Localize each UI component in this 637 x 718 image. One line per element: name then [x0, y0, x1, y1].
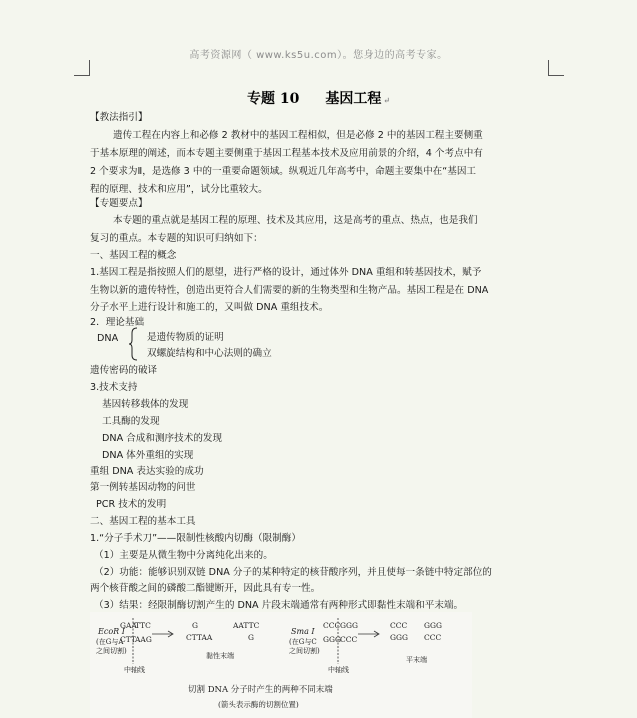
section-heading-tools: 二、基因工程的基本工具 [90, 516, 196, 527]
page-title [0, 88, 637, 108]
body-line: 两个核苷酸之间的磷酸二酯键断开，因此具有专一性。 [90, 583, 321, 594]
tech-item: 第一例转基因动物的问世 [90, 482, 196, 493]
theory-item: 双螺旋结构和中心法则的确立 [147, 348, 272, 359]
theory-item: 遗传密码的破译 [90, 365, 158, 376]
theory-item: 是遗传物质的证明 [147, 332, 224, 343]
body-line: 分子水平上进行设计和施工的，又叫做 DNA 重组技术。 [90, 302, 329, 313]
dna-label: DNA [97, 333, 119, 344]
body-line: （2）功能：能够识别双链 DNA 分子的某种特定的核苷酸序列，并且使每一条链中特定部位的 [94, 567, 492, 578]
seq-top-left: GAA [120, 621, 137, 630]
smai-label: Sma I [291, 627, 315, 636]
body-line: 1.基因工程是指按照人们的愿望，进行严格的设计，通过体外 DNA 重组和转基因技术，赋予 [90, 267, 482, 278]
figure-caption-note: (箭头表示酶的切割位置) [218, 700, 299, 709]
tech-item: DNA 合成和测序技术的发现 [102, 433, 223, 444]
tech-item: 工具酶的发现 [102, 416, 160, 427]
sticky-right-top: AATTC [233, 621, 260, 630]
subheading-theory: 2．理论基础 [90, 317, 145, 328]
axis-label-1: 中轴线 [124, 666, 145, 674]
seq-top-right: TTC [135, 621, 151, 630]
smai-site-label-2: 之间切割) [289, 647, 320, 655]
subheading-restriction-enzyme: 1.“分子手术刀”——限制性核酸内切酶（限制酶） [90, 533, 301, 544]
body-line: 本专题的重点就是基因工程的原理、技术及其应用，这是高考的重点、热点，也是我们 [113, 215, 478, 226]
ecori-site-label-2: 之间切割) [96, 647, 127, 655]
topic-name: 基因工程 [325, 91, 382, 107]
crop-mark-left-v [89, 60, 90, 76]
smai-top-right: GGG [340, 621, 358, 630]
topic-number: 专题 10 [246, 91, 300, 107]
body-line: 复习的重点。本专题的知识可归纳如下： [90, 233, 263, 244]
body-line: 程的原理、技术和应用”，试分比重较大。 [90, 184, 268, 195]
sticky-left-bot: CTTAA [186, 633, 213, 642]
blunt-left-top: CCC [390, 621, 408, 630]
body-line: 生物以新的遗传特性，创造出更符合人们需要的新的生物类型和生物产品。基因工程是在 DNA [90, 285, 489, 296]
crop-mark-left-h [74, 75, 90, 76]
tech-item: PCR 技术的发明 [96, 499, 167, 510]
figure-caption: 切割 DNA 分子时产生的两种不同末端 [188, 685, 333, 695]
sticky-left-top: G [192, 621, 198, 630]
crop-mark-right-h [548, 75, 564, 76]
paragraph-mark-icon: ↵ [383, 95, 391, 105]
smai-top-left: CCC [323, 621, 341, 630]
restriction-enzyme-figure [90, 612, 472, 718]
body-line: （1）主要是从微生物中分离纯化出来的。 [94, 550, 273, 561]
blunt-right-bot: CCC [424, 633, 442, 642]
sticky-right-bot: G [248, 633, 254, 642]
seq-bot-left: CTT [120, 635, 136, 644]
body-line: （3）结果：经限制酶切割产生的 DNA 片段末端通常有两种形式即黏性末端和平末端。 [94, 600, 464, 611]
section-heading-key-points: 【专题要点】 [90, 198, 148, 209]
sticky-ends-label: 黏性末端 [206, 652, 234, 660]
page-header: 高考资源网（ www.ks5u.com）。您身边的高考专家。 [189, 50, 448, 61]
tech-item: DNA 体外重组的实现 [102, 450, 194, 461]
axis-label-2: 中轴线 [328, 666, 349, 674]
smai-bot-left: GGG [323, 635, 341, 644]
body-line: 于基本原理的阐述，而本专题主要侧重于基因工程基本技术及应用前景的介绍，4 个考点中有 [90, 148, 483, 159]
smai-site-label: (在G与C [289, 638, 317, 646]
tech-item: 基因转移载体的发现 [102, 399, 189, 410]
crop-mark-right-v [548, 60, 549, 76]
ecori-label: EcoR I [98, 627, 125, 636]
body-line: 遗传工程在内容上和必修 2 教材中的基因工程相似，但是必修 2 中的基因工程主要侧重 [113, 130, 483, 141]
blunt-right-top: GGG [424, 621, 442, 630]
seq-bot-right: AAG [135, 635, 152, 644]
section-heading-teaching: 【教法指引】 [90, 112, 148, 123]
smai-bot-right: CCC [340, 635, 358, 644]
ecori-site-label: (在G与A [96, 638, 124, 646]
tech-item: 重组 DNA 表达实验的成功 [90, 466, 204, 477]
subheading-tech-support: 3.技术支持 [90, 382, 138, 393]
blunt-ends-label: 平末端 [406, 656, 427, 664]
body-line: 2 个要求为Ⅱ，是选修 3 中的一重要命题领域。纵观近几年高考中，命题主要集中在“基因工 [90, 166, 477, 177]
brace-icon [128, 327, 138, 361]
blunt-left-bot: GGG [390, 633, 408, 642]
section-heading-concept: 一、基因工程的概念 [90, 250, 177, 261]
